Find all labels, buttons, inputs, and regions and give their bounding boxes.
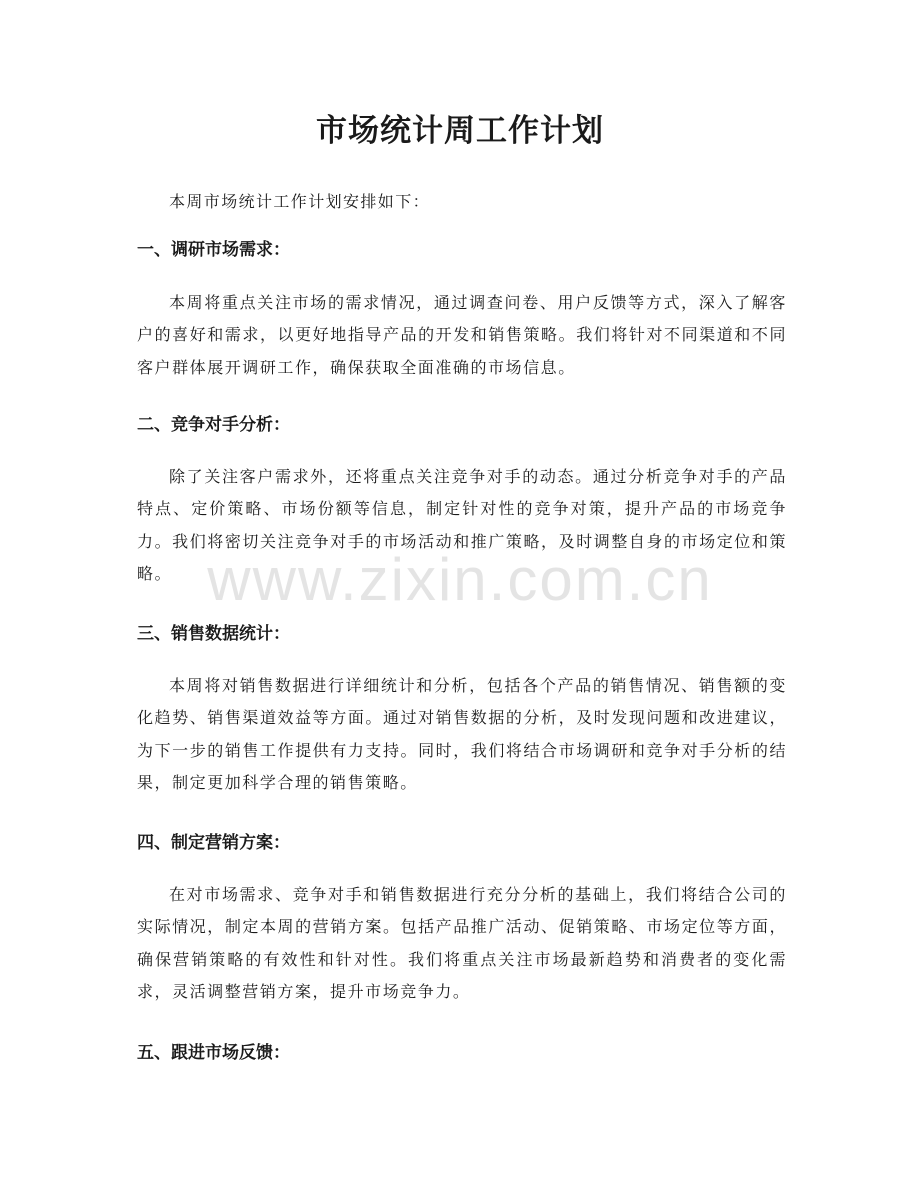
watermark: www.zixin.com.cn: [207, 546, 713, 613]
section-heading-1: 一、调研市场需求：: [137, 240, 290, 260]
section-body-4: 在对市场需求、竞争对手和销售数据进行充分分析的基础上，我们将结合公司的实际情况，制定本周的营销方案。包括产品推广活动、促销策略、市场定位等方面，确保营销策略的有效性和针对性。我们将重点关注市场最新趋势和消费者的变化需求，灵活调整营销方案，提升市场竞争力。: [137, 885, 787, 1001]
section-heading-5: 五、跟进市场反馈：: [137, 1043, 290, 1063]
section-body-2: 除了关注客户需求外，还将重点关注竞争对手的动态。通过分析竞争对手的产品特点、定价策略、市场份额等信息，制定针对性的竞争对策，提升产品的市场竞争力。我们将密切关注竞争对手的市场活动和推广策略，及时调整自身的市场定位和策略。: [137, 467, 787, 583]
section-body-1: 本周将重点关注市场的需求情况，通过调查问卷、用户反馈等方式，深入了解客户的喜好和需求，以更好地指导产品的开发和销售策略。我们将针对不同渠道和不同客户群体展开调研工作，确保获取全面准确的市场信息。: [137, 293, 787, 377]
section-heading-4: 四、制定营销方案：: [137, 833, 290, 853]
section-heading-3: 三、销售数据统计：: [137, 624, 290, 644]
document-title: 市场统计周工作计划: [316, 113, 604, 149]
intro-text: 本周市场统计工作计划安排如下：: [169, 192, 431, 211]
section-body-3: 本周将对销售数据进行详细统计和分析，包括各个产品的销售情况、销售额的变化趋势、销售渠道效益等方面。通过对销售数据的分析，及时发现问题和改进建议，为下一步的销售工作提供有力支持。同时，我们将结合市场调研和竞争对手分析的结果，制定更加科学合理的销售策略。: [137, 676, 787, 792]
section-heading-2: 二、竞争对手分析：: [137, 415, 290, 435]
